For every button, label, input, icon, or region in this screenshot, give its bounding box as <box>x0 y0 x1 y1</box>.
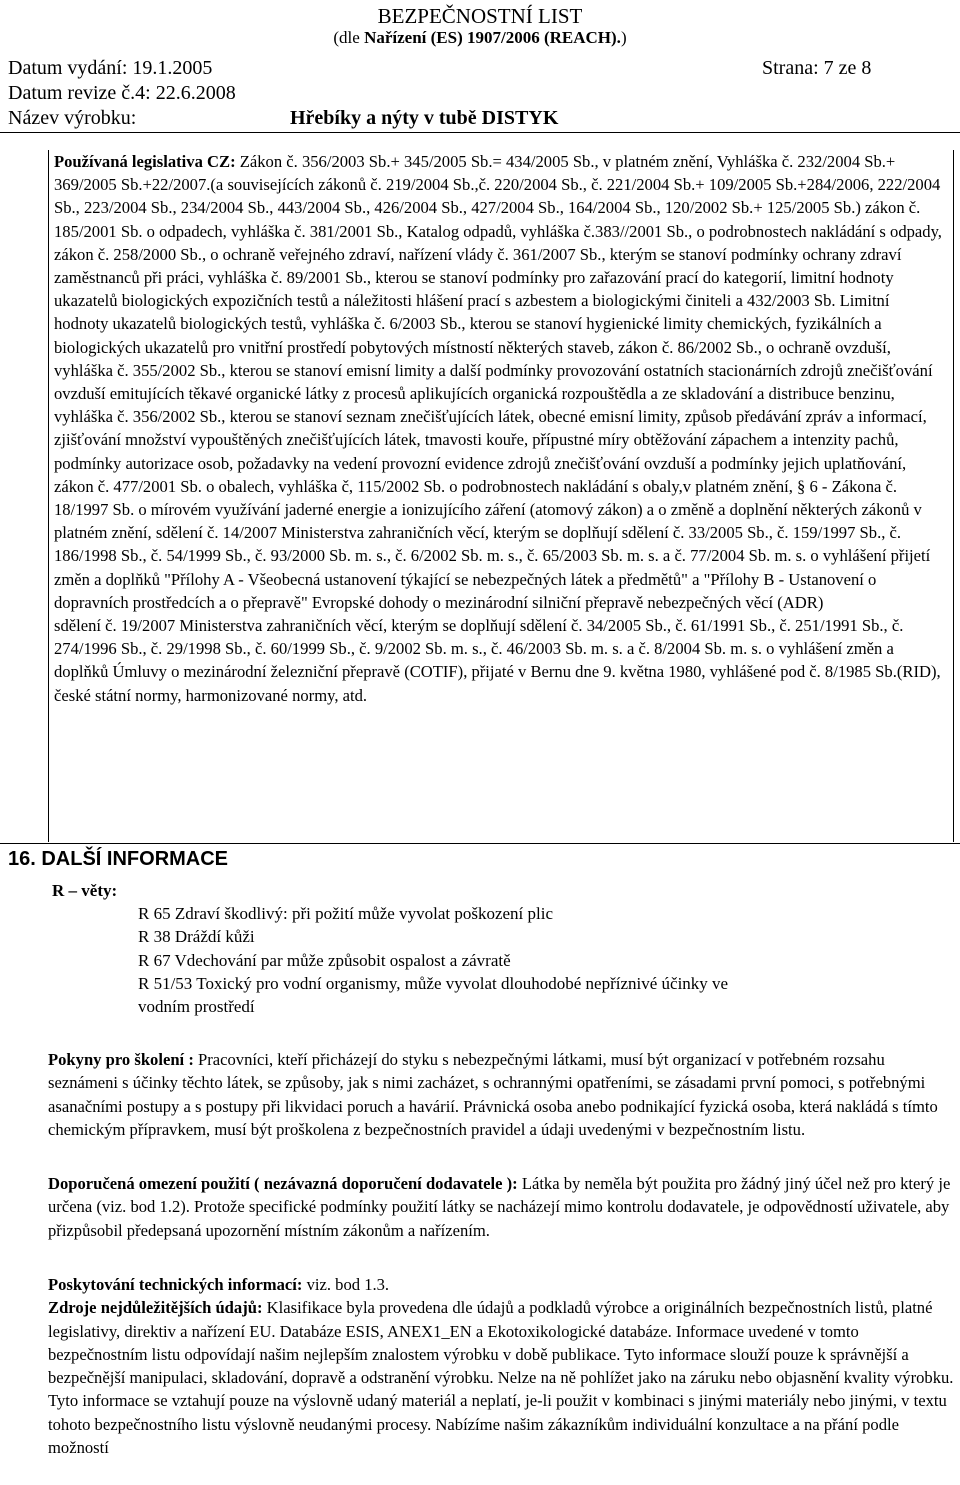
header-divider <box>0 132 960 133</box>
r-phrase: R 65 Zdraví škodlivý: při požití může vyvolat poškození plic <box>138 904 554 923</box>
legislation-heading: Používaná legislativa CZ: <box>54 152 236 171</box>
r-phrase: R 38 Dráždí kůži <box>138 927 255 947</box>
restriction-text: Látka by neměla být použita pro žádný jiný účel než pro který je určena (viz. bod 1.2). Protože specifické podmínky použití látky se nacházejí mimo kontrolu dodavatele, je odpovědností uživatele, aby přizpůsobil předepsaná upozornění místním zákonům a nařízením. <box>48 1174 951 1240</box>
tech-info-label: Poskytování technických informací: <box>48 1275 303 1294</box>
regulation-reference: Nařízení (ES) 1907/2006 (REACH). <box>364 28 621 47</box>
sources-text: Klasifikace byla provedena dle údajů a podkladů výrobce a originálních bezpečnostních listů, platné legislativy, direktiv a nařízení EU. Databáze ESIS, ANEX1_EN a Ekotoxikologické databáze. Informace uvedené v tomto bezpečnostním listu odpovídají našim nejlepším znalostem výrobku v době publikace. Tyto informace slouží pouze k správnější a bezpečnější manipulaci, skladování, dopravě a odstranění výrobku. Nelze na ně pohlížet jako na záruku nebo objasnění kvality výrobku. Tyto informace se vztahují pouze na výslovně udaný materiál a neplatí, je-li použit v kombinaci s jinými materiály nebo jinými, v textu tohoto bezpečnostního listu výslovně neudanými procesy. Nabízíme našim zákazníkům individuální konzultace a na přání podle možností <box>48 1298 954 1458</box>
page-number: Strana: 7 ze 8 <box>762 57 872 79</box>
subtitle-pre: (dle <box>333 28 365 47</box>
training-text: Pracovníci, kteří přicházejí do styku s nebezpečnými látkami, musí být organizací v potřebném rozsahu seznámeni s účinky těchto látek, se způsoby, jak s nimi zacházet, s ochrannými opatřeními, se zásadami první pomoci, s potřebnými asanačními postupy a s postupy při likvidaci poruch a havárií. Právnická osoba anebo podnikající fyzická osoba, která nakládá s tímto chemickým přípravkem, musí být proškolena z bezpečnostních pravidel a údaji uvedenými v bezpečnostním listu. <box>48 1050 938 1139</box>
r-phrases-list <box>138 902 838 1018</box>
legislation-paragraph <box>54 150 947 614</box>
training-label: Pokyny pro školení : <box>48 1050 194 1069</box>
legislation-text: Zákon č. 356/2003 Sb.+ 345/2005 Sb.= 434/2005 Sb., v platném znění, Vyhláška č. 232/2004 Sb.+ 369/2005 Sb.+22/2007.(a souvisejících zákonů č. 219/2004 Sb.,č. 220/2004 Sb., č. 221/2004 Sb.+ 109/2005 Sb.+284/2006, 222/2004 Sb., 223/2004 Sb., 234/2004 Sb., 443/2004 Sb., 426/2004 Sb., 427/2004 Sb., 164/2004 Sb., 120/2002 Sb.+ 125/2005 Sb.) zákon č. 185/2001 Sb. o odpadech, vyhláška č. 381/2001 Sb., Katalog odpadů, vyhláška č.383//2001 Sb., o podrobnostech nakládání s odpady, zákon č. 258/2000 Sb., o ochraně veřejného zdraví, nařízení vlády č. 361/2007 Sb., kterým se stanoví podmínky ochrany zdraví zaměstnanců při práci, vyhláška č. 89/2001 Sb., kterou se stanoví podmínky pro zařazování prací do kategorií, limitní hodnoty ukazatelů biologických expozičních testů a náležitosti hlášení prací s azbestem a biologickými činiteli a 432/2003 Sb. Limitní hodnoty ukazatelů biologických testů, vyhláška č. 6/2003 Sb., kterou se stanoví hygienické limity chemických, fyzikálních a biologických ukazatelů pro vnitřní prostředí pobytových místností některých staveb, zákon č. 86/2002 Sb., o ochraně ovzduší, vyhláška č. 355/2002 Sb., kterou se stanoví emisní limity a další podmínky provozování ostatních stacionárních zdrojů znečišťování ovzduší emitujících těkavé organické látky z procesů aplikujících organická rozpouštědla a ze skladování a distribuce benzinu, vyhláška č. 356/2002 Sb., kterou se stanoví seznam znečišťujících látek, obecné emisní limity, způsob předávání zpráv a informací, zjišťování množství vypouštěných znečišťujících látek, tmavosti kouře, přípustné míry obtěžování zápachem a intenzity pachů, podmínky autorizace osob, požadavky na vedení provozní evidence zdrojů znečišťování ovzduší a podmínky jejich uplatňování, zákon č. 477/2001 Sb. o obalech, vyhláška č, 115/2002 Sb. o podrobnostech nakládání s obaly,v platném znění, § 6 - Zákona č. 18/1997 Sb. o mírovém využívání jaderné energie a ionizujícího záření (atomový zákon) a o změně a doplnění některých zákonů v platném znění, sdělení č. 14/2007 Ministerstva zahraničních věcí, kterým se doplňují sdělení č. 33/2005 Sb., č. 159/1997 Sb., č. 186/1998 Sb., č. 54/1999 Sb., č. 93/2000 Sb. m. s., č. 6/2002 Sb. m. s., č. 65/2003 Sb. m. s. a č. 77/2004 Sb. m. s. o vyhlášení přijetí změn a doplňků "Přílohy A - Všeobecná ustanovení týkající se nebezpečných látek a předmětů" a "Přílohy B - Ustanovení o dopravních prostředcích a o přepravě" Evropské dohody o mezinárodní silniční přepravě nebezpečných věcí (ADR) <box>54 152 942 612</box>
product-name: Hřebíky a nýty v tubě DISTYK <box>290 107 559 129</box>
restriction-label: Doporučená omezení použití ( nezávazná doporučení dodavatele ): <box>48 1174 518 1193</box>
r-phrases-label: R – věty: <box>52 881 118 900</box>
legislation-divider <box>0 843 960 844</box>
training-section <box>48 1048 954 1141</box>
section-16-title: 16. DALŠÍ INFORMACE <box>8 848 229 870</box>
revision-date: Datum revize č.4: 22.6.2008 <box>8 82 236 104</box>
subtitle-post: ) <box>620 28 627 47</box>
product-label: Název výrobku: <box>8 107 137 129</box>
r-phrase: R 51/53 Toxický pro vodní organismy, může vyvolat dlouhodobé nepříznivé účinky ve vodním prostředí <box>138 973 729 1017</box>
document-title: BEZPEČNOSTNÍ LIST <box>377 4 583 28</box>
tech-info-text: viz. bod 1.3. <box>302 1275 390 1294</box>
document-subtitle <box>0 28 960 48</box>
tech-info-section <box>48 1273 954 1459</box>
legislation-block <box>48 150 954 842</box>
restriction-section <box>48 1172 954 1242</box>
r-phrase: R 67 Vdechování par může způsobit ospalost a závratě <box>138 950 511 970</box>
issue-date: Datum vydání: 19.1.2005 <box>8 57 213 79</box>
legislation-paragraph-2: sdělení č. 19/2007 Ministerstva zahraničních věcí, kterým se doplňují sdělení č. 34/2005 Sb., č. 61/1991 Sb., č. 251/1991 Sb., č. 274/1996 Sb., č. 29/1998 Sb., č. 60/1999 Sb., č. 9/2002 Sb. m. s., č. 46/2003 Sb. m. s. a č. 8/2004 Sb. m. s. o vyhlášení změn a doplňků Úmluvy o mezinárodní železniční přepravě (COTIF), přijaté v Bernu dne 9. května 1980, vyhlášené pod č. 8/1985 Sb.(RID), české státní normy, harmonizované normy, atd. <box>54 616 941 705</box>
sources-label: Zdroje nejdůležitějších údajů: <box>48 1298 263 1318</box>
